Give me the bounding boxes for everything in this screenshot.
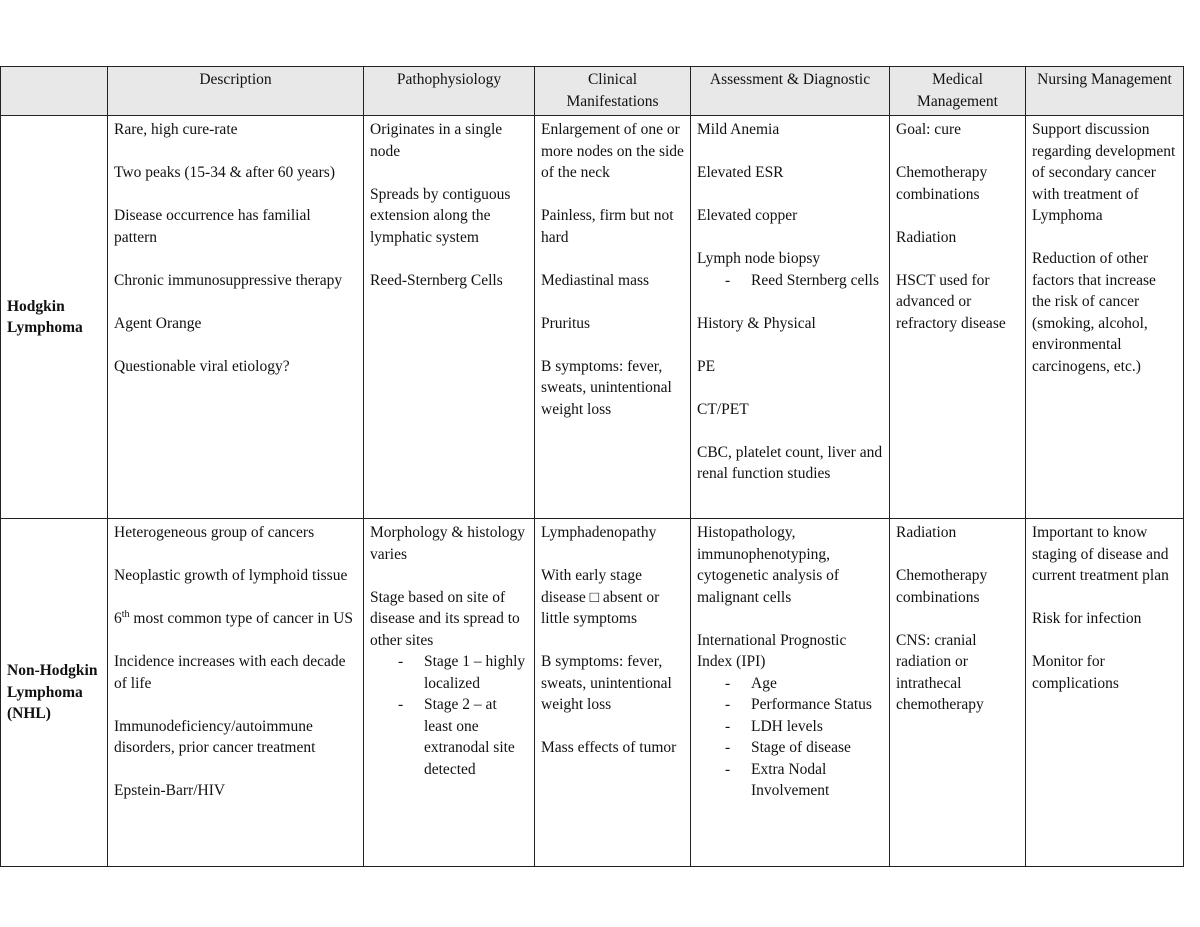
hodgkin-description-cell — [108, 116, 364, 519]
text-block: Painless, firm but not hard — [541, 207, 674, 246]
hodgkin-nursing-cell — [1026, 116, 1184, 519]
nhl-nursing-cell — [1026, 519, 1184, 867]
nhl-description-cell — [108, 519, 364, 867]
text-block — [697, 630, 883, 802]
text-block: Pruritus — [541, 314, 591, 332]
text-block: Rare, high cure-rate — [114, 121, 238, 138]
hodgkin-pathophysiology-cell — [364, 116, 535, 519]
text-block: Incidence increases with each decade of life — [114, 653, 346, 692]
text-block: Spreads by contiguous extension along the lymphatic system — [370, 185, 511, 246]
text-block: Morphology & histology varies — [370, 524, 526, 563]
text-block: Immunodeficiency/autoimmune disorders, prior cancer treatment — [114, 717, 316, 756]
text-block: Heterogeneous group of cancers — [114, 524, 315, 541]
text-block: Risk for infection — [1032, 610, 1142, 627]
biopsy-label: Lymph node biopsy — [697, 250, 821, 267]
lymphoma-comparison-table — [0, 66, 1184, 867]
text-block — [114, 608, 357, 630]
ordinal-rest: most common type of cancer in US — [129, 610, 353, 627]
text-block: B symptoms: fever, sweats, unintentional weight loss — [541, 357, 672, 418]
nhl-pathophysiology-cell — [364, 519, 535, 867]
header-nursing-management: Nursing Management — [1026, 67, 1184, 116]
text-block: Mass effects of tumor — [541, 739, 677, 756]
header-clinical-manifestations: Clinical Manifestations — [535, 67, 691, 116]
nhl-medical-cell — [890, 519, 1026, 867]
header-assessment-diagnostic: Assessment & Diagnostic — [691, 67, 890, 116]
ordinal-suffix: th — [121, 608, 130, 620]
text-block: Enlargement of one or more nodes on the side of the neck — [541, 121, 684, 181]
text-block: Reduction of other factors that increase the risk of cancer (smoking, alcohol, environmental carcinogens, etc.) — [1032, 250, 1156, 375]
text-block: Neoplastic growth of lymphoid tissue — [114, 567, 348, 584]
list-item: - LDH levels — [725, 716, 883, 738]
text-block: Lymphadenopathy — [541, 524, 657, 541]
ipi-label: International Prognostic Index (IPI) — [697, 631, 847, 670]
text-block: Elevated ESR — [697, 164, 784, 181]
text-block: Monitor for complications — [1032, 653, 1119, 692]
list-item: - Reed Sternberg cells — [725, 270, 883, 292]
ordinal-number: 6 — [114, 610, 122, 627]
text-block: Radiation — [896, 228, 957, 246]
hodgkin-row — [1, 116, 1184, 519]
text-block: Chemotherapy combinations — [896, 164, 988, 203]
list-item: - Stage of disease — [725, 737, 883, 759]
list-item: - Stage 2 – at least one extranodal site detected — [398, 694, 528, 780]
text-block: History & Physical — [697, 314, 816, 332]
text-block: Two peaks (15-34 & after 60 years) — [114, 164, 336, 181]
row-label-nhl: Non-Hodgkin Lymphoma (NHL) — [1, 519, 108, 867]
header-pathophysiology: Pathophysiology — [364, 67, 535, 116]
text-block: Important to know staging of disease and current treatment plan — [1032, 524, 1169, 584]
text-block: Chronic immunosuppressive therapy — [114, 271, 343, 289]
row-label-hodgkin: Hodgkin Lymphoma — [1, 116, 108, 519]
list-item: - Performance Status — [725, 694, 883, 716]
text-block: Mild Anemia — [697, 121, 780, 138]
text-block: HSCT used for advanced or refractory disease — [896, 271, 1006, 332]
biopsy-sublist — [697, 270, 883, 292]
text-block: Histopathology, immunophenotyping, cytogenetic analysis of malignant cells — [697, 524, 840, 606]
hodgkin-medical-cell — [890, 116, 1026, 519]
text-block: CT/PET — [697, 400, 749, 418]
ipi-list — [697, 673, 883, 802]
text-block: Support discussion regarding development of secondary cancer with treatment of Lymphoma — [1032, 121, 1176, 224]
stage-list — [370, 651, 528, 780]
hodgkin-assessment-cell — [691, 116, 890, 519]
staging-text: Stage based on site of disease and its spread to other sites — [370, 588, 520, 649]
text-block: With early stage disease □ absent or little symptoms — [541, 567, 660, 627]
text-block: Agent Orange — [114, 314, 202, 332]
text-block: Epstein-Barr/HIV — [114, 782, 226, 799]
text-block: PE — [697, 357, 716, 375]
nhl-assessment-cell — [691, 519, 890, 867]
text-block: Reed-Sternberg Cells — [370, 271, 503, 289]
text-block: B symptoms: fever, sweats, unintentional weight loss — [541, 653, 672, 713]
text-block: CNS: cranial radiation or intrathecal chemotherapy — [896, 631, 984, 713]
header-row — [1, 67, 1184, 116]
text-block: Chemotherapy combinations — [896, 567, 988, 606]
text-block: Disease occurrence has familial pattern — [114, 207, 311, 246]
text-block — [697, 248, 883, 291]
nhl-row — [1, 519, 1184, 867]
text-block: Radiation — [896, 524, 957, 541]
header-empty — [1, 67, 108, 116]
list-item: - Age — [725, 673, 883, 695]
nhl-clinical-cell — [535, 519, 691, 867]
text-block: Questionable viral etiology? — [114, 357, 290, 375]
list-item: - Stage 1 – highly localized — [398, 651, 528, 694]
text-block: Goal: cure — [896, 121, 961, 138]
text-block — [370, 587, 528, 781]
list-item: - Extra Nodal Involvement — [725, 759, 883, 802]
lymphoma-table-page — [0, 66, 1183, 867]
text-block: Elevated copper — [697, 207, 798, 224]
hodgkin-clinical-cell — [535, 116, 691, 519]
text-block: CBC, platelet count, liver and renal function studies — [697, 443, 883, 482]
text-block: Originates in a single node — [370, 121, 503, 160]
header-description: Description — [108, 67, 364, 116]
header-medical-management: Medical Management — [890, 67, 1026, 116]
text-block: Mediastinal mass — [541, 271, 650, 289]
